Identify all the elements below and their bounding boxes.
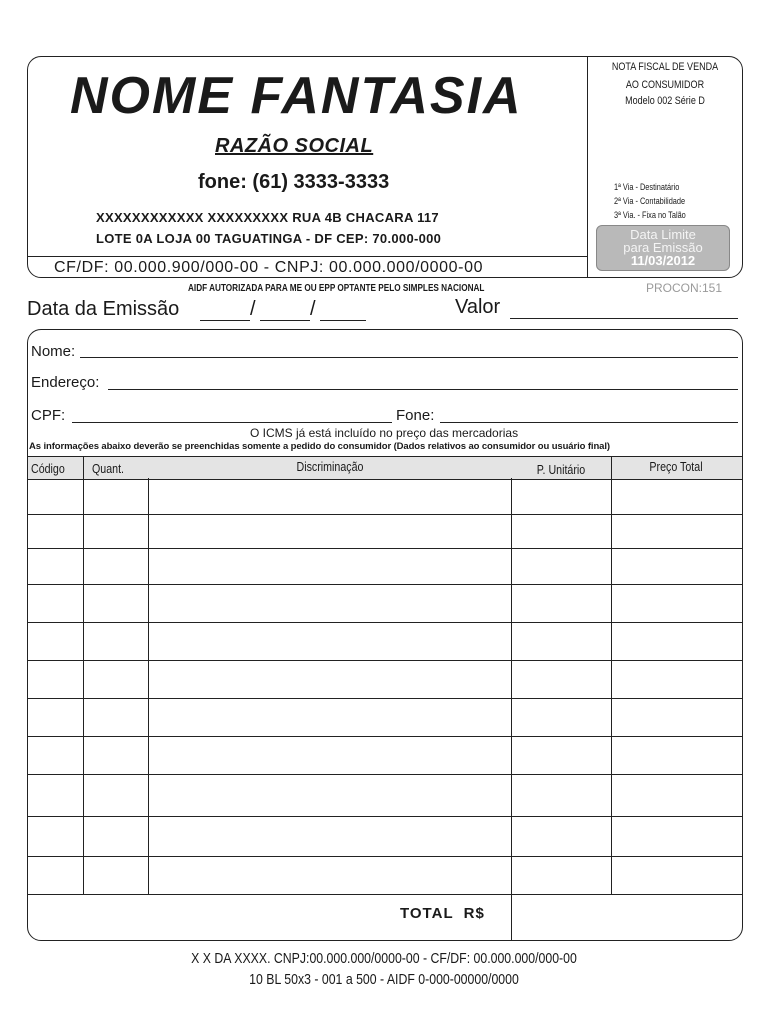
header-bottom-rule	[28, 256, 588, 257]
cpf-field[interactable]	[72, 422, 392, 423]
nome-field[interactable]	[80, 357, 738, 358]
table-row-rule	[28, 736, 742, 737]
th-preco-total: Preço Total	[649, 459, 703, 474]
table-row-rule	[28, 548, 742, 549]
total-value-field[interactable]	[513, 896, 739, 938]
footer-line-2: 10 BL 50x3 - 001 a 500 - AIDF 0-000-00000/0000	[249, 971, 519, 988]
valor-field[interactable]	[510, 318, 738, 319]
fone-label: Fone:	[396, 407, 435, 424]
endereco-field[interactable]	[108, 389, 738, 390]
cpf-label: CPF:	[31, 407, 66, 424]
aidf-notice: AIDF AUTORIZADA PARA ME OU EPP OPTANTE PELO SIMPLES NACIONAL	[188, 283, 485, 294]
endereco-label: Endereço:	[31, 374, 100, 391]
fone-field[interactable]	[440, 422, 738, 423]
col-divider-1	[83, 457, 84, 894]
table-row-rule	[28, 816, 742, 817]
procon-code: PROCON:151	[646, 281, 723, 295]
via-3: 3ª Via. - Fixa no Talão	[614, 210, 686, 220]
emissao-month-field[interactable]	[260, 320, 310, 321]
th-quant: Quant.	[92, 461, 125, 476]
th-p-unitario: P. Unitário	[536, 462, 586, 477]
table-row-rule	[28, 774, 742, 775]
data-limite-badge	[596, 225, 730, 271]
fone-line: fone: (61) 3333-3333	[198, 171, 390, 193]
table-header-rule	[28, 479, 742, 480]
table-row-rule	[28, 514, 742, 515]
info-note: As informações abaixo deverão se preenchidas somente a pedido do consumidor (Dados relativos ao consumidor ou usuário final)	[29, 441, 610, 452]
razao-social: RAZÃO SOCIAL	[215, 135, 374, 157]
emissao-label: Data da Emissão	[27, 298, 180, 320]
total-label: TOTAL R$	[400, 905, 485, 922]
address-line-1: XXXXXXXXXXXX XXXXXXXXX RUA 4B CHACARA 117	[96, 210, 439, 225]
emissao-year-field[interactable]	[320, 320, 366, 321]
side-title-2: AO CONSUMIDOR	[625, 79, 705, 91]
emissao-day-field[interactable]	[200, 320, 250, 321]
emissao-sep-2: /	[310, 298, 316, 320]
th-codigo: Código	[31, 461, 65, 476]
table-row-rule	[28, 622, 742, 623]
icms-note: O ICMS já está incluído no preço das mercadorias	[249, 426, 519, 440]
footer-line-1: X X DA XXXX. CNPJ:00.000.000/0000-00 - CF/DF: 00.000.000/000-00	[191, 950, 577, 967]
th-discriminacao: Discriminação	[296, 459, 364, 474]
address-line-2: LOTE 0A LOJA 00 TAGUATINGA - DF CEP: 70.000-000	[96, 231, 442, 246]
valor-label: Valor	[455, 296, 501, 318]
header-divider	[587, 57, 588, 277]
table-bottom-rule	[28, 894, 742, 895]
via-1: 1ª Via - Destinatário	[614, 182, 680, 192]
emissao-sep-1: /	[250, 298, 256, 320]
col-divider-2	[148, 478, 149, 894]
via-2: 2ª Via - Contabilidade	[614, 196, 686, 206]
table-row-rule	[28, 856, 742, 857]
side-title-3: Modelo 002 Série D	[625, 95, 705, 107]
data-limite-line2: para Emissão	[623, 240, 703, 255]
side-title-1: NOTA FISCAL DE VENDA	[611, 61, 719, 73]
data-limite-line1: Data Limite	[630, 227, 696, 242]
table-row-rule	[28, 660, 742, 661]
nome-label: Nome:	[31, 343, 76, 360]
table-row-rule	[28, 698, 742, 699]
data-limite-date: 11/03/2012	[630, 253, 696, 268]
nome-fantasia: NOME FANTASIA	[70, 67, 523, 125]
main-box	[27, 329, 743, 941]
table-row-rule	[28, 584, 742, 585]
cf-cnpj-line: CF/DF: 00.000.900/000-00 - CNPJ: 00.000.000/0000-00	[54, 259, 484, 276]
col-divider-4	[611, 457, 612, 894]
